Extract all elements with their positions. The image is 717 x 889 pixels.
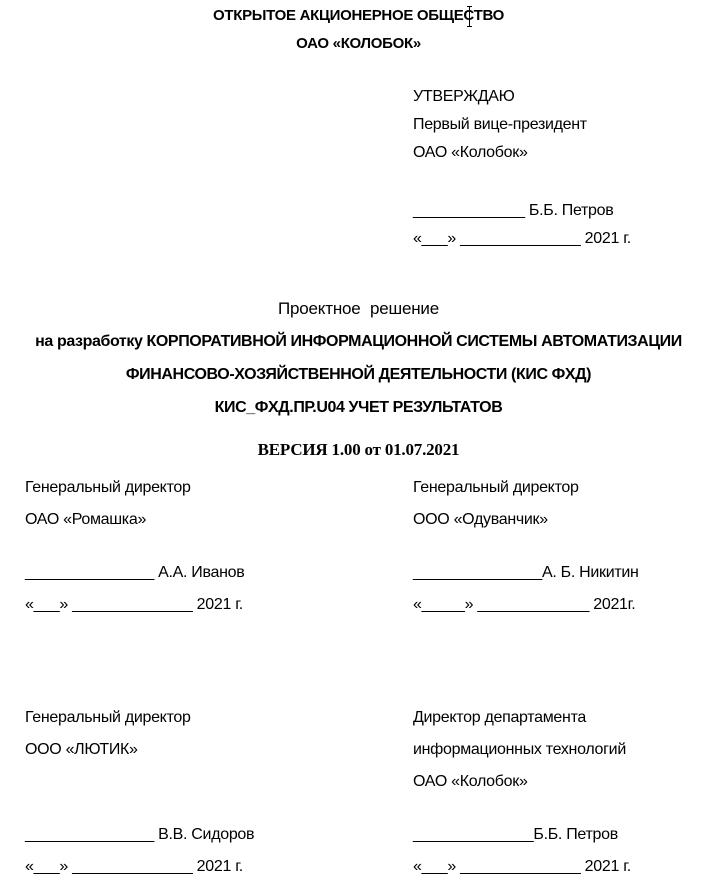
org-type-line: ОТКРЫТОЕ АКЦИОНЕРНОЕ ОБЩЕСТВО	[212, 7, 504, 24]
signatory-1-titles	[25, 472, 191, 536]
signatory-3-position: Генеральный директор	[25, 709, 191, 726]
approval-label: УТВЕРЖДАЮ	[413, 88, 515, 105]
title-subject-line-3: КИС_ФХД.ПР.U04 УЧЕТ РЕЗУЛЬТАТОВ	[214, 399, 503, 416]
approver-company: ОАО «Колобок»	[413, 144, 528, 161]
signatory-1-company: ОАО «Ромашка»	[25, 511, 147, 528]
title-subject-line-2: ФИНАНСОВО-ХОЗЯЙСТВЕННОЙ ДЕЯТЕЛЬНОСТИ (КИС ФХД)	[125, 366, 592, 383]
approval-date-line: «___» ______________ 2021 г.	[413, 230, 631, 247]
org-header	[0, 2, 717, 58]
signatory-1-position: Генеральный директор	[25, 479, 191, 496]
title-subject-line-1: на разработку КОРПОРАТИВНОЙ ИНФОРМАЦИОННОЙ СИСТЕМЫ АВТОМАТИЗАЦИИ	[35, 333, 682, 350]
signatory-3-company: ООО «ЛЮТИК»	[25, 741, 138, 758]
signatory-3-titles	[25, 702, 191, 766]
signatory-2-titles	[413, 472, 579, 536]
approver-position: Первый вице-президент	[413, 116, 587, 133]
signatory-3-signature-line: _______________ В.В. Сидоров	[25, 826, 255, 843]
signatory-4-date-line: «___» ______________ 2021 г.	[413, 858, 631, 875]
signatory-3-date-line: «___» ______________ 2021 г.	[25, 858, 243, 875]
signatory-2-signature-line: _______________А. Б. Никитин	[413, 564, 639, 581]
text-caret-icon	[465, 6, 474, 27]
signatory-3-signature-block	[25, 819, 254, 883]
signatory-4-company: ОАО «Колобок»	[413, 773, 528, 790]
signatory-4-department: информационных технологий	[413, 741, 626, 758]
signatory-2-company: ООО «Одуванчик»	[413, 511, 548, 528]
signatory-1-signature-line: _______________ А.А. Иванов	[25, 564, 245, 581]
version-line: ВЕРСИЯ 1.00 от 01.07.2021	[257, 440, 460, 459]
org-name-line: ОАО «КОЛОБОК»	[296, 35, 421, 52]
signatory-2-position: Генеральный директор	[413, 479, 579, 496]
approval-signature-block	[413, 197, 631, 253]
signatory-4-titles	[413, 702, 626, 798]
approval-signature-line: _____________ Б.Б. Петров	[413, 202, 614, 219]
signatory-1-date-line: «___» ______________ 2021 г.	[25, 596, 243, 613]
signatory-1-signature-block	[25, 557, 244, 621]
doc-type-title: Проектное решение	[278, 299, 439, 318]
signatory-4-signature-line: ______________Б.Б. Петров	[413, 826, 618, 843]
title-block	[0, 292, 717, 466]
signatory-4-position: Директор департамента	[413, 709, 587, 726]
signatory-4-signature-block	[413, 819, 631, 883]
signatory-2-date-line: «_____» _____________ 2021г.	[413, 596, 636, 613]
approval-block	[413, 83, 587, 167]
signatory-2-signature-block	[413, 557, 639, 621]
